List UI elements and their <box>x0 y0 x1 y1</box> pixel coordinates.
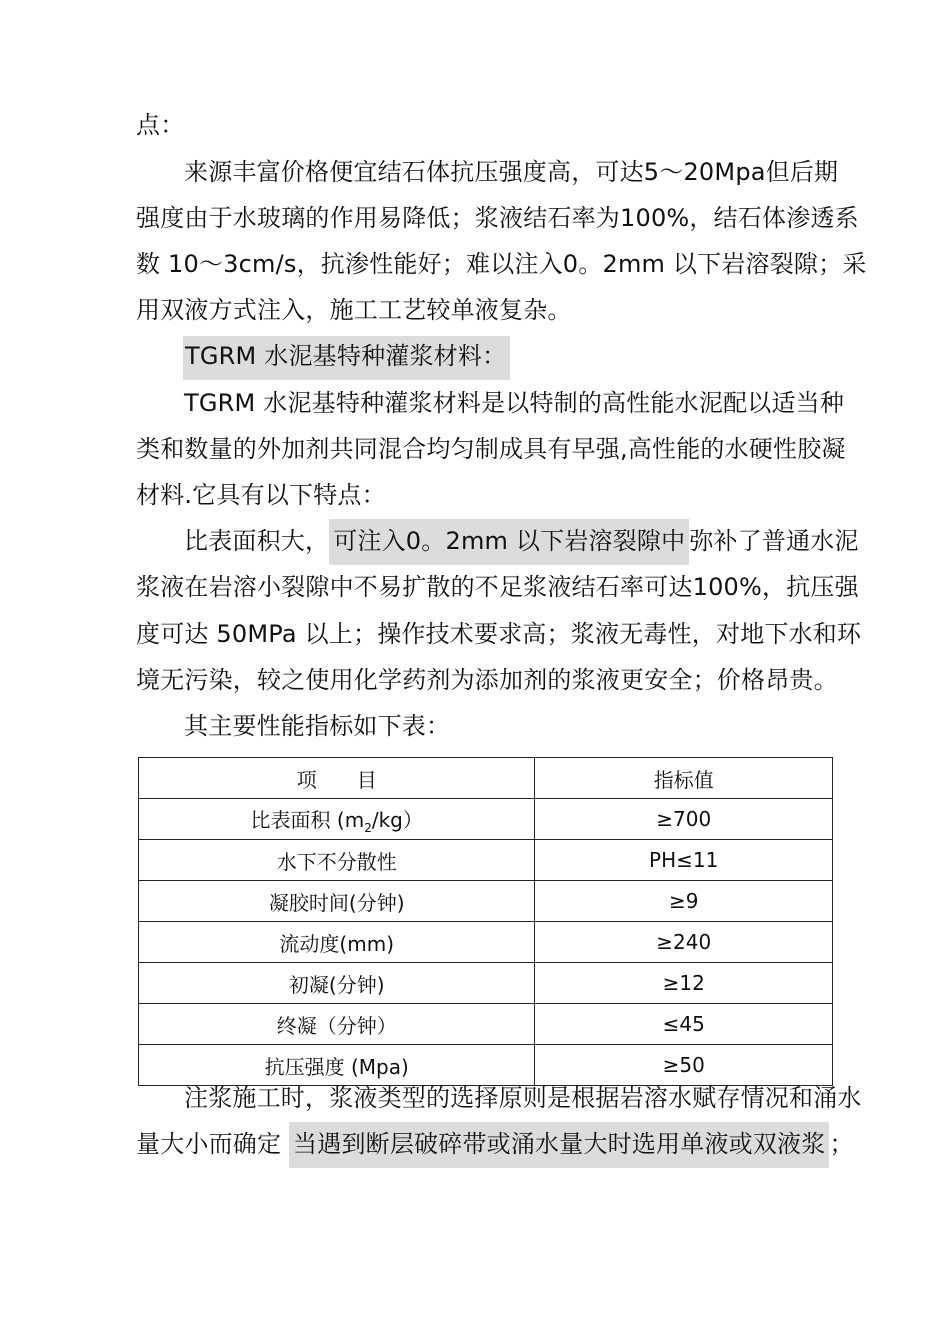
performance-table <box>138 757 833 1086</box>
table-header: 指标值 <box>535 758 833 799</box>
text-line: 点： <box>136 111 185 139</box>
text-line: 境无污染，较之使用化学药剂为添加剂的浆液更安全；价格昂贵。 <box>136 666 838 694</box>
table-cell-item: 初凝(分钟) <box>139 963 535 1004</box>
text-line: TGRM 水泥基特种灌浆材料是以特制的高性能水泥配以适当种 <box>184 389 845 417</box>
table-row <box>139 881 833 922</box>
table-cell-item: 凝胶时间(分钟) <box>139 881 535 922</box>
text-segment: 弥补了普通水泥 <box>689 527 859 555</box>
table-cell-value: ≥9 <box>535 881 833 922</box>
table-header: 项 目 <box>139 758 535 799</box>
table-cell-item: 水下不分散性 <box>139 840 535 881</box>
table-cell-value: PH≤11 <box>535 840 833 881</box>
table-cell-item <box>139 799 535 840</box>
section-heading <box>183 341 510 371</box>
table-header-row <box>139 758 833 799</box>
table-cell-item: 终凝（分钟） <box>139 1004 535 1045</box>
table-row <box>139 799 833 840</box>
cell-subscript: 2 <box>364 820 372 835</box>
table-row <box>139 963 833 1004</box>
text-line: 浆液在岩溶小裂隙中不易扩散的不足浆液结石率可达100%，抗压强 <box>136 573 859 601</box>
highlighted-text: TGRM 水泥基特种灌浆材料： <box>183 336 510 380</box>
cell-text: 比表面积 (m <box>250 807 365 832</box>
text-line <box>184 526 859 556</box>
text-segment: 量大小而确定 <box>136 1130 282 1158</box>
text-line: 注浆施工时，浆液类型的选择原则是根据岩溶水赋存情况和涌水 <box>184 1084 862 1112</box>
text-line: 来源丰富价格便宜结石体抗压强度高，可达5～20Mpa但后期 <box>184 158 839 186</box>
table-row <box>139 1004 833 1045</box>
text-line: 度可达 50MPa 以上；操作技术要求高；浆液无毒性，对地下水和环 <box>136 620 862 648</box>
text-line: 其主要性能指标如下表： <box>184 712 451 740</box>
table-cell-value: ≥50 <box>535 1045 833 1086</box>
highlighted-text: 当遇到断层破碎带或涌水量大时选用单液或双液浆 <box>289 1122 829 1168</box>
cell-text: /kg） <box>371 807 423 832</box>
table-cell-value: ≤45 <box>535 1004 833 1045</box>
table-cell-item: 流动度(mm) <box>139 922 535 963</box>
text-line: 数 10～3cm/s，抗渗性能好；难以注入0。2mm 以下岩溶裂隙；采 <box>136 250 867 278</box>
table-row <box>139 922 833 963</box>
text-line: 用双液方式注入，施工工艺较单液复杂。 <box>136 296 572 324</box>
text-segment: 比表面积大， <box>184 527 330 555</box>
table-row <box>139 1045 833 1086</box>
text-line: 类和数量的外加剂共同混合均匀制成具有早强,高性能的水硬性胶凝 <box>136 435 846 463</box>
table-cell-item: 抗压强度 (Mpa) <box>139 1045 535 1086</box>
text-segment: ； <box>829 1130 854 1158</box>
table-cell-value: ≥240 <box>535 922 833 963</box>
highlighted-text: 可注入0。2mm 以下岩溶裂隙中 <box>329 519 689 565</box>
table-cell-value: ≥700 <box>535 799 833 840</box>
text-line <box>136 1129 854 1159</box>
table-row <box>139 840 833 881</box>
text-line: 材料.它具有以下特点： <box>136 481 386 509</box>
text-line: 强度由于水玻璃的作用易降低；浆液结石率为100%，结石体渗透系 <box>136 204 859 232</box>
table-cell-value: ≥12 <box>535 963 833 1004</box>
